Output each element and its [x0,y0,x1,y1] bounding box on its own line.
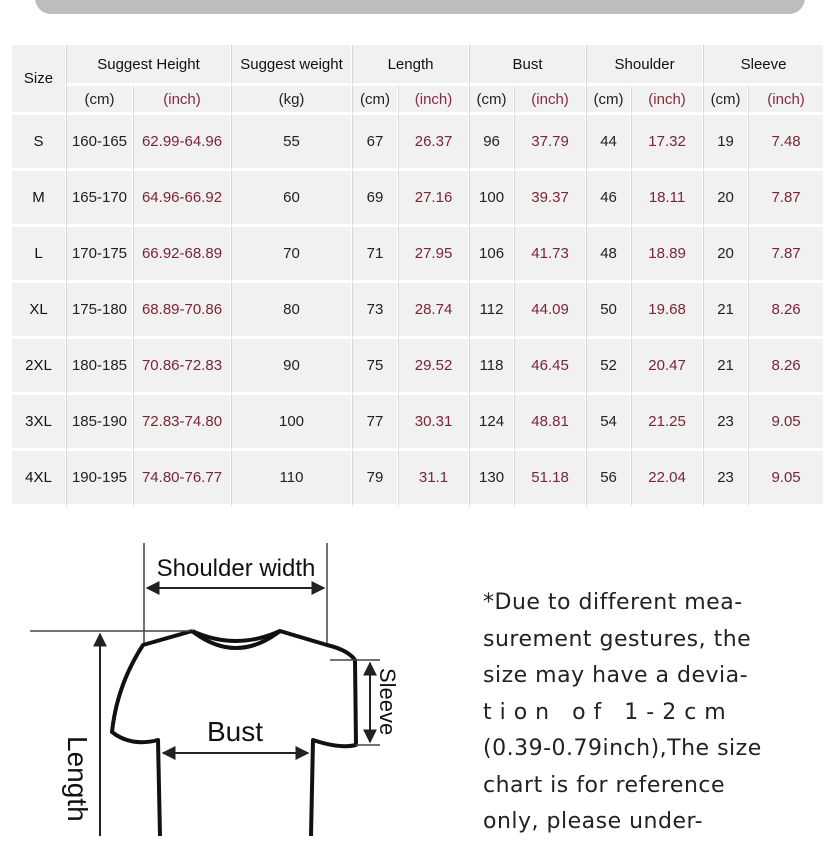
header-size: Size [12,45,66,115]
cell-length-in: 31.1 [398,451,469,507]
cell-weight: 60 [231,171,352,227]
table-row [12,227,824,283]
header-bust: Bust [469,45,586,86]
cell-size: L [12,227,66,283]
cell-sleeve-cm: 20 [703,171,748,227]
cell-length-cm: 79 [352,451,398,507]
unit-weight-kg: (kg) [231,86,352,115]
note-line: chart is for reference [483,772,726,798]
cell-length-cm: 73 [352,283,398,339]
cell-height-cm: 190-195 [66,451,133,507]
header-row-units [12,86,824,115]
cell-bust-in: 46.45 [514,339,586,395]
cell-sleeve-in: 7.48 [748,115,824,171]
note-line: surement gestures, the [483,626,752,652]
unit-shoulder-cm: (cm) [586,86,631,115]
note-line: t i o n o f 1 - 2 c m [483,699,727,725]
cell-bust-cm: 112 [469,283,514,339]
header-row-titles [12,45,824,86]
measurement-note [483,585,783,841]
cell-shoulder-in: 21.25 [631,395,703,451]
cell-height-in: 74.80-76.77 [133,451,231,507]
cell-shoulder-cm: 56 [586,451,631,507]
cell-size: 2XL [12,339,66,395]
cell-sleeve-in: 8.26 [748,283,824,339]
cell-height-in: 72.83-74.80 [133,395,231,451]
cell-bust-cm: 118 [469,339,514,395]
cell-height-in: 62.99-64.96 [133,115,231,171]
cell-sleeve-cm: 21 [703,339,748,395]
cell-sleeve-in: 7.87 [748,171,824,227]
unit-sleeve-inch: (inch) [748,86,824,115]
cell-shoulder-cm: 50 [586,283,631,339]
cell-weight: 55 [231,115,352,171]
cell-weight: 90 [231,339,352,395]
cell-shoulder-in: 18.11 [631,171,703,227]
cell-shoulder-cm: 54 [586,395,631,451]
unit-bust-cm: (cm) [469,86,514,115]
cell-shoulder-cm: 48 [586,227,631,283]
cell-height-in: 66.92-68.89 [133,227,231,283]
header-sleeve: Sleeve [703,45,824,86]
cell-length-in: 30.31 [398,395,469,451]
cell-bust-cm: 124 [469,395,514,451]
cell-bust-in: 37.79 [514,115,586,171]
cell-bust-in: 41.73 [514,227,586,283]
cell-sleeve-cm: 19 [703,115,748,171]
cell-length-in: 27.16 [398,171,469,227]
cell-bust-in: 48.81 [514,395,586,451]
cell-height-in: 64.96-66.92 [133,171,231,227]
cell-height-cm: 180-185 [66,339,133,395]
cell-bust-cm: 100 [469,171,514,227]
sleeve-label: Sleeve [375,668,400,736]
cell-length-cm: 67 [352,115,398,171]
length-label: Length [62,736,93,822]
cell-weight: 110 [231,451,352,507]
cell-shoulder-cm: 44 [586,115,631,171]
cell-sleeve-in: 9.05 [748,395,824,451]
size-rows [12,115,824,507]
note-line: *Due to different mea- [483,590,743,615]
cell-weight: 70 [231,227,352,283]
cell-size: XL [12,283,66,339]
cell-length-in: 29.52 [398,339,469,395]
cell-weight: 100 [231,395,352,451]
unit-shoulder-inch: (inch) [631,86,703,115]
cell-sleeve-cm: 21 [703,283,748,339]
cell-shoulder-in: 18.89 [631,227,703,283]
bust-label: Bust [206,716,264,747]
header-shoulder: Shoulder [586,45,703,86]
cell-bust-cm: 106 [469,227,514,283]
cell-bust-in: 44.09 [514,283,586,339]
cell-bust-cm: 96 [469,115,514,171]
cell-size: S [12,115,66,171]
cell-bust-cm: 130 [469,451,514,507]
cell-sleeve-cm: 20 [703,227,748,283]
cell-length-in: 27.95 [398,227,469,283]
note-line: (0.39-0.79inch),The size [483,736,762,761]
shoulder-width-label: Shoulder width [156,555,316,582]
cell-bust-in: 39.37 [514,171,586,227]
cell-sleeve-cm: 23 [703,451,748,507]
cell-shoulder-in: 22.04 [631,451,703,507]
cell-size: 3XL [12,395,66,451]
cell-sleeve-in: 8.26 [748,339,824,395]
cell-sleeve-in: 7.87 [748,227,824,283]
cell-height-cm: 160-165 [66,115,133,171]
unit-sleeve-cm: (cm) [703,86,748,115]
cell-shoulder-in: 20.47 [631,339,703,395]
unit-length-cm: (cm) [352,86,398,115]
cell-shoulder-in: 19.68 [631,283,703,339]
cell-length-in: 26.37 [398,115,469,171]
table-row [12,115,824,171]
table-row [12,283,824,339]
cell-height-cm: 170-175 [66,227,133,283]
cell-weight: 80 [231,283,352,339]
table-row [12,171,824,227]
note-line: size may have a devia- [483,663,749,688]
tshirt-measurement-diagram [30,535,470,836]
cell-height-cm: 185-190 [66,395,133,451]
cell-height-cm: 165-170 [66,171,133,227]
cell-height-in: 68.89-70.86 [133,283,231,339]
size-chart-table [12,45,824,507]
cell-length-cm: 69 [352,171,398,227]
unit-bust-inch: (inch) [514,86,586,115]
unit-height-cm: (cm) [66,86,133,115]
unit-height-inch: (inch) [133,86,231,115]
cell-size: M [12,171,66,227]
cell-size: 4XL [12,451,66,507]
cell-length-in: 28.74 [398,283,469,339]
note-line: only, please under- [483,809,704,834]
header-length: Length [352,45,469,86]
header-suggest-weight: Suggest weight [231,45,352,86]
header-suggest-height: Suggest Height [66,45,231,86]
cell-sleeve-cm: 23 [703,395,748,451]
unit-length-inch: (inch) [398,86,469,115]
cell-shoulder-cm: 46 [586,171,631,227]
cell-height-in: 70.86-72.83 [133,339,231,395]
top-banner-bar [35,0,805,14]
cell-length-cm: 71 [352,227,398,283]
tshirt-diagram-svg [30,535,470,836]
cell-height-cm: 175-180 [66,283,133,339]
cell-sleeve-in: 9.05 [748,451,824,507]
cell-length-cm: 77 [352,395,398,451]
cell-length-cm: 75 [352,339,398,395]
table-row [12,451,824,507]
table-row [12,395,824,451]
cell-shoulder-cm: 52 [586,339,631,395]
cell-bust-in: 51.18 [514,451,586,507]
cell-shoulder-in: 17.32 [631,115,703,171]
table-row [12,339,824,395]
